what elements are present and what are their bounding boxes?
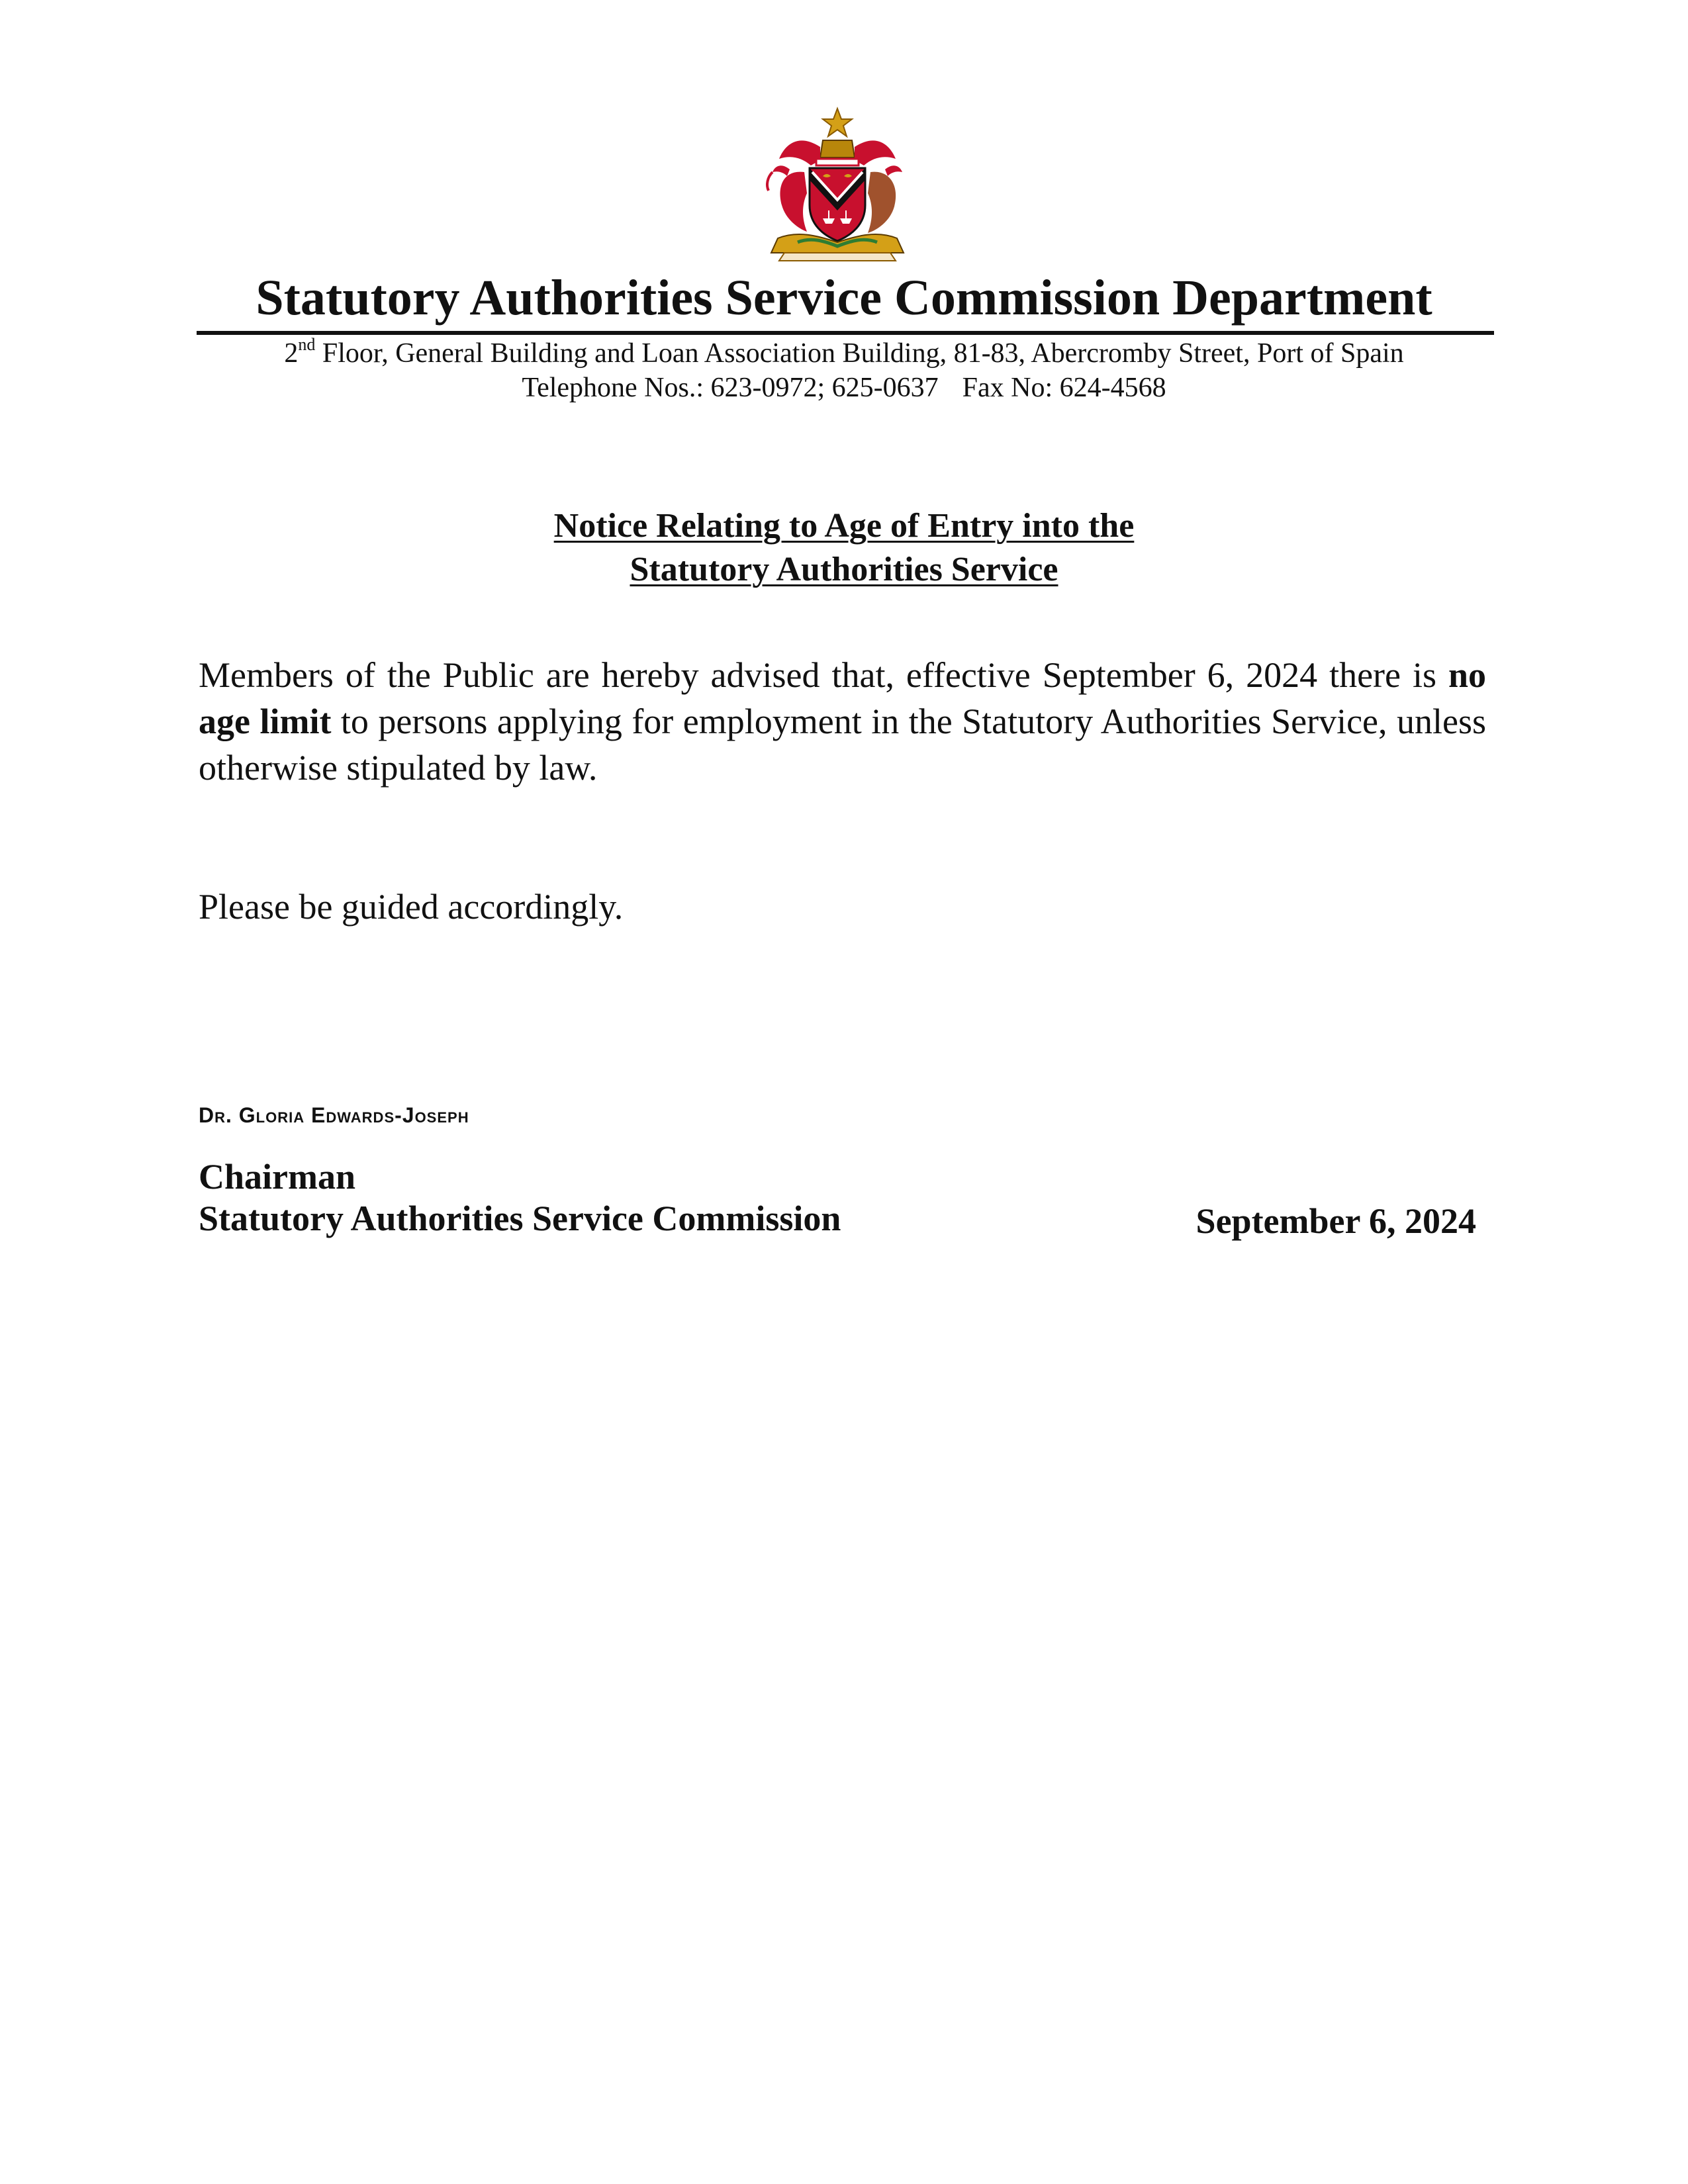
signatory-organization: Statutory Authorities Service Commission — [199, 1199, 841, 1238]
notice-body-emphasis: no age limit — [199, 655, 1486, 741]
notice-title-line-1: Notice Relating to Age of Entry into the — [553, 507, 1135, 545]
address-line — [0, 336, 1688, 371]
notice-body-part-2: to persons applying for employment in the Statutory Authorities Service, unless otherwise stipulated by law. — [199, 702, 1486, 788]
closing-line: Please be guided accordingly. — [199, 887, 624, 927]
coat-of-arms-emblem — [738, 106, 937, 265]
header-divider — [197, 331, 1494, 335]
contact-line — [0, 371, 1688, 405]
department-title: Statutory Authorities Service Commission Department — [256, 270, 1432, 326]
notice-body-part-1: Members of the Public are hereby advised that, effective September 6, 2024 there is — [199, 655, 1448, 695]
fax-number: Fax No: 624-4568 — [962, 373, 1166, 403]
notice-title — [0, 504, 1688, 592]
address-floor-number: 2 — [284, 338, 299, 369]
address-floor-suffix: nd — [298, 335, 316, 354]
signatory-name: Dr. Gloria Edwards-Joseph — [199, 1103, 469, 1127]
notice-body — [199, 652, 1486, 791]
address-rest: Floor, General Building and Loan Association Building, 81-83, Abercromby Street, Port of Spain — [315, 338, 1404, 369]
telephone-numbers: Telephone Nos.: 623-0972; 625-0637 — [522, 373, 939, 403]
notice-title-line-2: Statutory Authorities Service — [630, 551, 1058, 588]
notice-date: September 6, 2024 — [1196, 1201, 1476, 1241]
signatory-title: Chairman — [199, 1157, 356, 1197]
